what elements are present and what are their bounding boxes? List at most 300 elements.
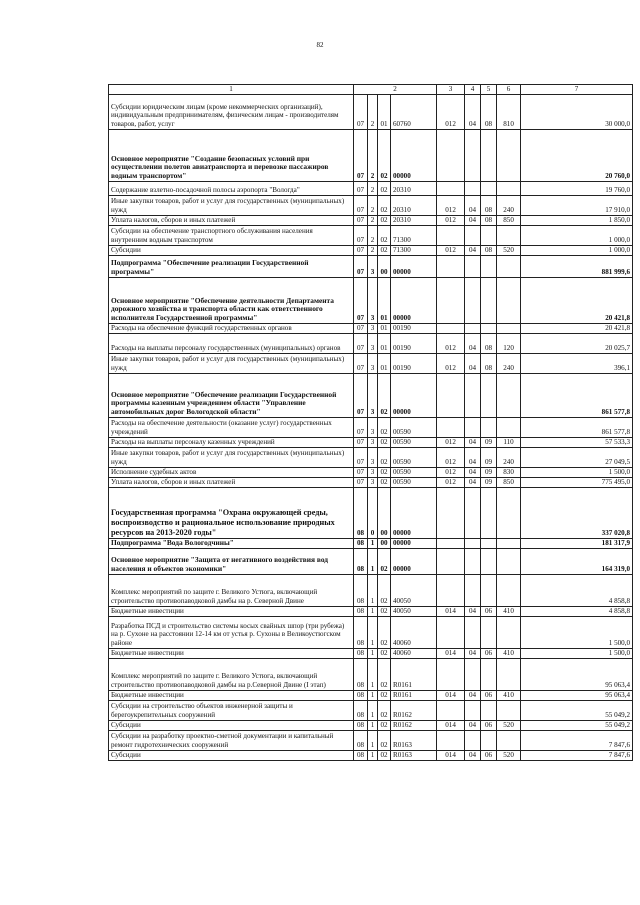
code-program: 07 xyxy=(354,323,368,333)
code-expense-type xyxy=(497,700,521,720)
code-activity: 01 xyxy=(378,323,391,333)
code-subsection: 06 xyxy=(481,690,497,700)
code-section xyxy=(465,181,481,195)
code-subsection: 08 xyxy=(481,353,497,373)
row-name: Расходы на выплаты персоналу государственных (муниципальных) органов xyxy=(109,333,354,353)
amount: 1 500,0 xyxy=(521,648,633,658)
code-subsection: 09 xyxy=(481,467,497,477)
code-program: 08 xyxy=(354,750,368,760)
code-activity: 02 xyxy=(378,467,391,477)
code-expense-type: 240 xyxy=(497,353,521,373)
code-subprogram: 3 xyxy=(368,467,378,477)
code-subsection xyxy=(481,548,497,574)
code-expense-type xyxy=(497,616,521,648)
table-row xyxy=(109,215,633,225)
row-name: Основное мероприятие "Защита от негативного воздействия вод населения и объектов экономики" xyxy=(109,548,354,574)
code-grbs: 012 xyxy=(437,447,465,467)
code-section: 04 xyxy=(465,606,481,616)
code-expense-type xyxy=(497,277,521,323)
code-subprogram: 3 xyxy=(368,353,378,373)
row-name: Комплекс мероприятий по защите г. Великого Устюга, включающий строительство противопаводковой дамбы на р.Северной Двине (I этап) xyxy=(109,658,354,690)
code-subsection: 06 xyxy=(481,720,497,730)
row-name: Уплата налогов, сборов и иных платежей xyxy=(109,215,354,225)
table-row xyxy=(109,648,633,658)
code-direction: 00000 xyxy=(391,255,437,277)
amount: 27 049,5 xyxy=(521,447,633,467)
row-name: Исполнение судебных актов xyxy=(109,467,354,477)
amount: 20 421,8 xyxy=(521,277,633,323)
table-row xyxy=(109,616,633,648)
code-subsection: 06 xyxy=(481,648,497,658)
code-activity: 02 xyxy=(378,690,391,700)
table-row xyxy=(109,333,633,353)
code-section xyxy=(465,548,481,574)
row-name: Подпрограмма "Обеспечение реализации Государственной программы" xyxy=(109,255,354,277)
code-subprogram: 1 xyxy=(368,730,378,750)
code-subsection xyxy=(481,700,497,720)
code-section xyxy=(465,658,481,690)
amount: 1 500,0 xyxy=(521,616,633,648)
code-activity: 02 xyxy=(378,129,391,181)
code-program: 07 xyxy=(354,467,368,477)
code-expense-type xyxy=(497,538,521,548)
code-expense-type: 850 xyxy=(497,215,521,225)
code-subprogram: 3 xyxy=(368,323,378,333)
code-subsection: 09 xyxy=(481,477,497,487)
code-activity: 01 xyxy=(378,333,391,353)
code-direction: 00590 xyxy=(391,447,437,467)
code-section: 04 xyxy=(465,353,481,373)
code-grbs: 012 xyxy=(437,94,465,129)
table-row xyxy=(109,730,633,750)
code-direction: 40050 xyxy=(391,574,437,606)
code-expense-type: 410 xyxy=(497,690,521,700)
row-name: Расходы на выплаты персоналу казенных учреждений xyxy=(109,437,354,447)
code-direction: 00590 xyxy=(391,467,437,477)
code-program: 07 xyxy=(354,353,368,373)
code-activity: 02 xyxy=(378,750,391,760)
code-subsection xyxy=(481,730,497,750)
code-subprogram: 3 xyxy=(368,255,378,277)
code-grbs: 014 xyxy=(437,606,465,616)
amount: 396,1 xyxy=(521,353,633,373)
code-program: 08 xyxy=(354,606,368,616)
table-row xyxy=(109,574,633,606)
code-subprogram: 3 xyxy=(368,333,378,353)
table-row xyxy=(109,548,633,574)
code-direction: 71300 xyxy=(391,245,437,255)
row-name: Субсидии на разработку проектно-сметной документации и капитальный ремонт гидротехнических сооружений xyxy=(109,730,354,750)
code-subprogram: 1 xyxy=(368,606,378,616)
code-program: 07 xyxy=(354,245,368,255)
column-number: 1 xyxy=(109,85,354,95)
amount: 164 319,0 xyxy=(521,548,633,574)
code-subprogram: 1 xyxy=(368,690,378,700)
amount: 30 000,0 xyxy=(521,94,633,129)
code-expense-type: 410 xyxy=(497,606,521,616)
code-section xyxy=(465,277,481,323)
code-program: 07 xyxy=(354,437,368,447)
code-activity: 02 xyxy=(378,447,391,467)
code-direction: 40060 xyxy=(391,616,437,648)
code-expense-type: 520 xyxy=(497,750,521,760)
amount: 1 000,0 xyxy=(521,245,633,255)
code-activity: 02 xyxy=(378,616,391,648)
code-direction: R0162 xyxy=(391,700,437,720)
code-section xyxy=(465,373,481,417)
amount: 20 760,0 xyxy=(521,129,633,181)
code-subsection: 08 xyxy=(481,94,497,129)
code-activity: 02 xyxy=(378,181,391,195)
code-expense-type: 120 xyxy=(497,333,521,353)
code-program: 08 xyxy=(354,720,368,730)
table-row xyxy=(109,606,633,616)
code-section: 04 xyxy=(465,215,481,225)
row-name: Основное мероприятие "Создание безопасных условий при осуществлении полетов авиатранспорта и перевозке пассажиров водным транспортом" xyxy=(109,129,354,181)
code-direction: 00190 xyxy=(391,333,437,353)
code-subprogram: 1 xyxy=(368,548,378,574)
code-subprogram: 2 xyxy=(368,225,378,245)
code-section: 04 xyxy=(465,447,481,467)
row-name: Расходы на обеспечение деятельности (оказание услуг) государственных учреждений xyxy=(109,417,354,437)
table-row xyxy=(109,700,633,720)
code-activity: 02 xyxy=(378,606,391,616)
amount: 7 847,6 xyxy=(521,730,633,750)
code-program: 07 xyxy=(354,215,368,225)
row-name: Основное мероприятие "Обеспечение реализации Государственной программы казенным учреждением области "Управление автомобильных дорог Вологодской области" xyxy=(109,373,354,417)
code-section xyxy=(465,129,481,181)
code-grbs xyxy=(437,487,465,538)
row-name: Иные закупки товаров, работ и услуг для государственных (муниципальных) нужд xyxy=(109,447,354,467)
code-program: 08 xyxy=(354,487,368,538)
code-grbs: 014 xyxy=(437,750,465,760)
code-subsection xyxy=(481,225,497,245)
code-program: 08 xyxy=(354,538,368,548)
code-subprogram: 3 xyxy=(368,437,378,447)
code-grbs: 012 xyxy=(437,477,465,487)
code-program: 08 xyxy=(354,616,368,648)
code-grbs xyxy=(437,277,465,323)
code-subprogram: 2 xyxy=(368,181,378,195)
code-section xyxy=(465,730,481,750)
code-section: 04 xyxy=(465,195,481,215)
code-direction: R0161 xyxy=(391,690,437,700)
table-row xyxy=(109,245,633,255)
code-activity: 01 xyxy=(378,277,391,323)
code-grbs xyxy=(437,225,465,245)
code-subsection xyxy=(481,538,497,548)
code-grbs xyxy=(437,417,465,437)
amount: 20 025,7 xyxy=(521,333,633,353)
code-expense-type: 240 xyxy=(497,195,521,215)
code-expense-type xyxy=(497,373,521,417)
column-number: 3 xyxy=(437,85,465,95)
code-subprogram: 2 xyxy=(368,215,378,225)
code-grbs xyxy=(437,548,465,574)
column-number-row xyxy=(109,85,633,95)
code-direction: 20310 xyxy=(391,181,437,195)
table-row xyxy=(109,373,633,417)
budget-table xyxy=(108,84,633,761)
code-section: 04 xyxy=(465,437,481,447)
column-number: 6 xyxy=(497,85,521,95)
code-grbs xyxy=(437,574,465,606)
row-name: Субсидии юридическим лицам (кроме некоммерческих организаций), индивидуальным предпринимателям, физическим лицам - производителям товаров, работ, услуг xyxy=(109,94,354,129)
code-subsection xyxy=(481,277,497,323)
code-activity: 02 xyxy=(378,720,391,730)
amount: 55 049,2 xyxy=(521,700,633,720)
code-program: 08 xyxy=(354,574,368,606)
column-number: 4 xyxy=(465,85,481,95)
code-program: 07 xyxy=(354,225,368,245)
amount: 881 999,6 xyxy=(521,255,633,277)
code-expense-type xyxy=(497,487,521,538)
code-program: 08 xyxy=(354,700,368,720)
code-section: 04 xyxy=(465,94,481,129)
code-expense-type: 410 xyxy=(497,648,521,658)
code-section: 04 xyxy=(465,750,481,760)
table-row xyxy=(109,225,633,245)
code-section: 04 xyxy=(465,477,481,487)
code-activity: 01 xyxy=(378,353,391,373)
code-subsection xyxy=(481,417,497,437)
row-name: Бюджетные инвестиции xyxy=(109,606,354,616)
amount: 20 421,8 xyxy=(521,323,633,333)
code-direction: 00590 xyxy=(391,437,437,447)
code-subsection xyxy=(481,181,497,195)
code-direction: 00000 xyxy=(391,538,437,548)
code-grbs: 012 xyxy=(437,195,465,215)
code-direction: 00190 xyxy=(391,323,437,333)
row-name: Государственная программа "Охрана окружающей среды, воспроизводство и рациональное использование природных ресурсов на 2013-2020 годы" xyxy=(109,487,354,538)
code-expense-type: 850 xyxy=(497,477,521,487)
code-direction: 40060 xyxy=(391,648,437,658)
code-grbs: 014 xyxy=(437,648,465,658)
code-subprogram: 1 xyxy=(368,658,378,690)
code-program: 07 xyxy=(354,277,368,323)
code-grbs xyxy=(437,323,465,333)
code-grbs xyxy=(437,538,465,548)
code-activity: 02 xyxy=(378,215,391,225)
code-expense-type xyxy=(497,225,521,245)
code-subsection: 08 xyxy=(481,215,497,225)
amount: 4 858,8 xyxy=(521,606,633,616)
code-program: 07 xyxy=(354,447,368,467)
code-section xyxy=(465,574,481,606)
table-row xyxy=(109,353,633,373)
code-activity: 00 xyxy=(378,255,391,277)
row-name: Иные закупки товаров, работ и услуг для государственных (муниципальных) нужд xyxy=(109,353,354,373)
amount: 337 020,8 xyxy=(521,487,633,538)
row-name: Иные закупки товаров, работ и услуг для государственных (муниципальных) нужд xyxy=(109,195,354,215)
code-section: 04 xyxy=(465,245,481,255)
code-program: 07 xyxy=(354,333,368,353)
table-row xyxy=(109,94,633,129)
code-direction: R0163 xyxy=(391,730,437,750)
code-activity: 02 xyxy=(378,548,391,574)
code-direction: 00590 xyxy=(391,477,437,487)
code-grbs: 012 xyxy=(437,467,465,477)
code-section xyxy=(465,225,481,245)
code-grbs xyxy=(437,255,465,277)
code-activity: 02 xyxy=(378,195,391,215)
column-number: 7 xyxy=(521,85,633,95)
table-row xyxy=(109,323,633,333)
code-subprogram: 1 xyxy=(368,538,378,548)
code-subprogram: 1 xyxy=(368,648,378,658)
code-subprogram: 3 xyxy=(368,477,378,487)
code-activity: 02 xyxy=(378,477,391,487)
row-name: Разработка ПСД и строительство системы косых свайных шпор (три рубежа) на р. Сухоне на расстоянии 12-14 км от устья р. Сухоны в Великоустюгском районе xyxy=(109,616,354,648)
row-name: Содержание взлетно-посадочной полосы аэропорта "Вологда" xyxy=(109,181,354,195)
table-row xyxy=(109,195,633,215)
page-number: 82 xyxy=(316,41,324,49)
code-program: 07 xyxy=(354,181,368,195)
code-expense-type: 830 xyxy=(497,467,521,477)
code-direction: 60760 xyxy=(391,94,437,129)
code-activity: 02 xyxy=(378,658,391,690)
table-row xyxy=(109,417,633,437)
table-row xyxy=(109,690,633,700)
code-subprogram: 2 xyxy=(368,129,378,181)
code-direction: 00000 xyxy=(391,487,437,538)
amount: 861 577,8 xyxy=(521,417,633,437)
code-activity: 02 xyxy=(378,700,391,720)
code-direction: 00590 xyxy=(391,417,437,437)
amount: 1 000,0 xyxy=(521,225,633,245)
code-subprogram: 3 xyxy=(368,447,378,467)
code-subprogram: 2 xyxy=(368,245,378,255)
code-activity: 00 xyxy=(378,538,391,548)
code-section xyxy=(465,616,481,648)
row-name: Подпрограмма "Вода Вологодчины" xyxy=(109,538,354,548)
row-name: Бюджетные инвестиции xyxy=(109,648,354,658)
code-expense-type xyxy=(497,574,521,606)
code-program: 07 xyxy=(354,477,368,487)
code-subprogram: 1 xyxy=(368,616,378,648)
row-name: Бюджетные инвестиции xyxy=(109,690,354,700)
column-number: 5 xyxy=(481,85,497,95)
code-subsection: 09 xyxy=(481,447,497,467)
code-section: 04 xyxy=(465,467,481,477)
code-subsection xyxy=(481,574,497,606)
code-subprogram: 1 xyxy=(368,720,378,730)
code-direction: 00000 xyxy=(391,277,437,323)
code-subprogram: 1 xyxy=(368,574,378,606)
code-program: 08 xyxy=(354,730,368,750)
code-subsection xyxy=(481,129,497,181)
code-expense-type xyxy=(497,129,521,181)
code-direction: R0162 xyxy=(391,720,437,730)
code-grbs xyxy=(437,658,465,690)
table-row xyxy=(109,658,633,690)
row-name: Расходы на обеспечение функций государственных органов xyxy=(109,323,354,333)
code-grbs xyxy=(437,616,465,648)
code-program: 07 xyxy=(354,94,368,129)
code-expense-type xyxy=(497,417,521,437)
amount: 57 533,3 xyxy=(521,437,633,447)
table-row xyxy=(109,277,633,323)
row-name: Субсидии на обеспечение транспортного обслуживания населения внутренним водным транспортом xyxy=(109,225,354,245)
code-subprogram: 2 xyxy=(368,195,378,215)
code-subsection xyxy=(481,255,497,277)
code-grbs: 012 xyxy=(437,437,465,447)
row-name: Субсидии xyxy=(109,750,354,760)
code-program: 08 xyxy=(354,648,368,658)
code-subsection: 06 xyxy=(481,750,497,760)
code-program: 07 xyxy=(354,373,368,417)
code-activity: 02 xyxy=(378,574,391,606)
code-activity: 02 xyxy=(378,417,391,437)
code-section xyxy=(465,538,481,548)
code-section xyxy=(465,417,481,437)
code-direction: 20310 xyxy=(391,195,437,215)
code-expense-type xyxy=(497,658,521,690)
code-subprogram: 3 xyxy=(368,373,378,417)
code-subsection xyxy=(481,373,497,417)
code-expense-type: 810 xyxy=(497,94,521,129)
code-expense-type: 110 xyxy=(497,437,521,447)
code-program: 07 xyxy=(354,417,368,437)
code-grbs xyxy=(437,129,465,181)
code-subsection xyxy=(481,487,497,538)
code-grbs: 012 xyxy=(437,245,465,255)
code-section: 04 xyxy=(465,648,481,658)
code-direction: 40050 xyxy=(391,606,437,616)
code-section xyxy=(465,323,481,333)
table-row xyxy=(109,477,633,487)
code-direction: 00000 xyxy=(391,548,437,574)
code-grbs: 012 xyxy=(437,353,465,373)
row-name: Субсидии xyxy=(109,245,354,255)
table-row xyxy=(109,437,633,447)
code-program: 07 xyxy=(354,195,368,215)
amount: 181 317,9 xyxy=(521,538,633,548)
code-direction: 20310 xyxy=(391,215,437,225)
code-direction: R0163 xyxy=(391,750,437,760)
code-activity: 02 xyxy=(378,373,391,417)
code-subsection: 06 xyxy=(481,606,497,616)
row-name: Основное мероприятие "Обеспечение деятельности Департамента дорожного хозяйства и транспорта области как ответственного исполнителя Государственной программы" xyxy=(109,277,354,323)
row-name: Субсидии на строительство объектов инженерной защиты и берегоукрепительных сооружений xyxy=(109,700,354,720)
code-activity: 02 xyxy=(378,437,391,447)
code-grbs: 014 xyxy=(437,720,465,730)
code-section: 04 xyxy=(465,690,481,700)
code-grbs xyxy=(437,181,465,195)
code-subsection: 08 xyxy=(481,245,497,255)
code-subsection: 08 xyxy=(481,333,497,353)
code-expense-type: 520 xyxy=(497,245,521,255)
amount: 861 577,8 xyxy=(521,373,633,417)
table-row xyxy=(109,129,633,181)
code-subsection xyxy=(481,616,497,648)
amount: 4 858,8 xyxy=(521,574,633,606)
code-expense-type xyxy=(497,181,521,195)
table-row xyxy=(109,750,633,760)
amount: 7 847,6 xyxy=(521,750,633,760)
code-section: 04 xyxy=(465,720,481,730)
code-subsection xyxy=(481,323,497,333)
amount: 1 850,0 xyxy=(521,215,633,225)
table-row xyxy=(109,720,633,730)
table-row xyxy=(109,467,633,477)
table-row xyxy=(109,487,633,538)
code-grbs: 012 xyxy=(437,333,465,353)
table-row xyxy=(109,181,633,195)
code-expense-type: 520 xyxy=(497,720,521,730)
code-program: 08 xyxy=(354,690,368,700)
code-activity: 02 xyxy=(378,245,391,255)
